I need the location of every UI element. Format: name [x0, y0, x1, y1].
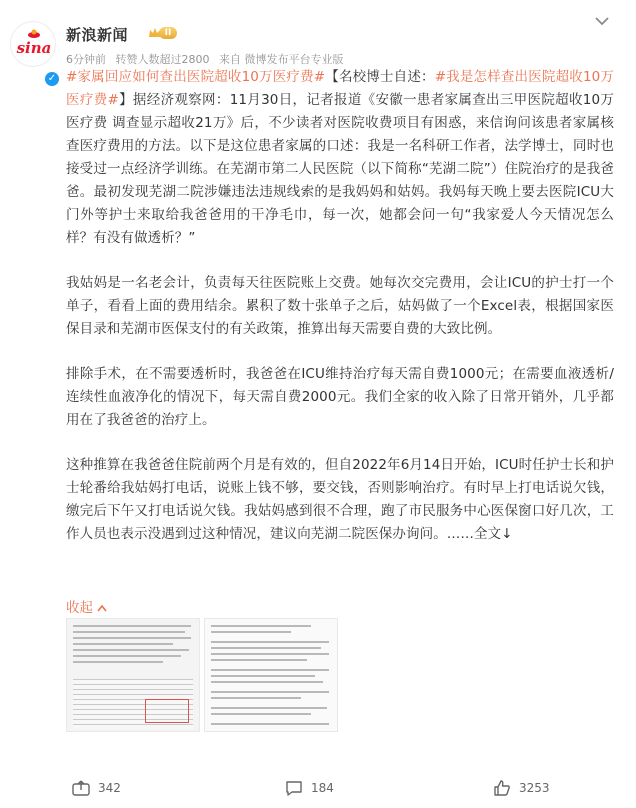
action-bar — [0, 776, 636, 802]
topic-link-1[interactable]: #家属回应如何查出医院超收10万医疗费# — [66, 69, 326, 85]
paragraph-3: 排除手术，在不需要透析时，我爸爸在ICU维持治疗每天需自费1000元；在需要血液透析/连续性血液净化的情况下，每天需自费2000元。我们全家的收入除了日常开销外，几乎都用在了我爸爸的治疗上。 — [66, 366, 614, 428]
full-text-link[interactable]: 全文↓ — [474, 526, 513, 542]
verified-badge — [43, 70, 61, 88]
intro-text: 【名校博士自述： — [325, 69, 435, 85]
collapse-button[interactable]: 收起 — [66, 596, 107, 616]
expand-arrow-icon: ↓ — [501, 526, 513, 542]
verified-icon: ✓ — [45, 72, 59, 86]
logo-text: sina — [16, 39, 52, 57]
paragraph-4 — [66, 454, 614, 546]
paragraph-2: 我姑妈是一名老会计，负责每天往医院账上交费。她每次交完费用，会让ICU的护士打一个单子，看看上面的费用结余。累积了数十张单子之后，姑妈做了一个Excel表，根据国家医保目录和芜湖市医保支付的有关政策，推算出每天需要自费的大致比例。 — [66, 275, 614, 337]
post-source: 来自 微博发布平台专业版 — [219, 53, 344, 66]
author-name[interactable]: 新浪新闻 — [66, 26, 129, 44]
repost-count-text: 转赞人数超过2800 — [115, 53, 210, 66]
comment-count: 184 — [311, 781, 334, 795]
post-image-2[interactable] — [204, 618, 338, 732]
post-image-1[interactable] — [66, 618, 200, 732]
post-meta — [66, 51, 350, 67]
vip-level: II — [159, 27, 177, 39]
paragraph-1 — [66, 66, 614, 250]
post-time[interactable]: 6分钟前 — [66, 53, 106, 66]
paragraph-1-text: 】据经济观察网：11月30日，记者报道《安徽一患者家属查出三甲医院超收10万医疗费 调查显示超收21万》后，不少读者对医院收费项目有困惑，来信询问该患者家属核查医疗费用的方法。以下是这位患者家属的口述：我是一名科研工作者，法学博士，同时也接受过一点经济学训练。在芜湖市第二人民医院（以下简称“芜湖二院”）住院治疗的是我爸爸。最初发现芜湖二院涉嫌违法违规线索的是我妈妈和姑妈。我妈每天晚上要去医院ICU大门外等护士来取给我爸爸用的干净毛巾，每一次，她都会问一句“我家爱人今天情况怎么样？有没有做透析？” — [66, 92, 614, 246]
share-icon — [72, 780, 90, 796]
collapse-arrow-icon — [97, 604, 107, 612]
sina-logo-icon — [11, 22, 57, 68]
vip-badge[interactable] — [148, 26, 174, 40]
comment-button[interactable] — [285, 780, 334, 796]
share-button[interactable] — [72, 780, 121, 796]
post-content — [66, 66, 614, 568]
more-chevron-icon[interactable] — [593, 14, 611, 28]
topic-link-2[interactable]: #我是怎样查出医院超收10万医疗费# — [66, 69, 614, 108]
like-button[interactable] — [493, 780, 550, 796]
like-icon — [493, 780, 511, 796]
like-count: 3253 — [519, 781, 550, 795]
author-avatar[interactable] — [10, 21, 57, 84]
share-count: 342 — [98, 781, 121, 795]
comment-icon — [285, 780, 303, 796]
paragraph-4-text: 这种推算在我爸爸住院前两个月是有效的，但自2022年6月14日开始，ICU时任护士长和护士轮番给我姑妈打电话，说账上钱不够，要交钱，否则影响治疗。有时早上打电话说欠钱，缴完后下午又打电话说欠钱。我姑妈感到很不合理，跑了市民服务中心医保窗口好几次，工作人员也表示没遇到过这种情况，建议向芜湖二院医保办询问。…… — [66, 457, 614, 542]
